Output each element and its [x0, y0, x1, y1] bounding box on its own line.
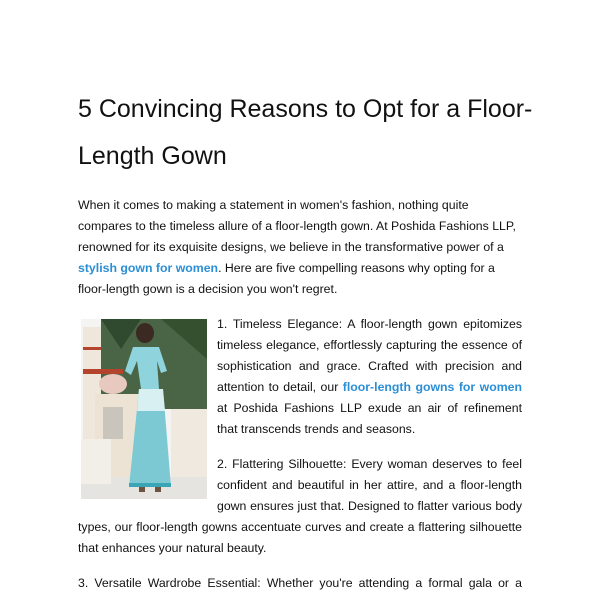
reason-2-rest: types, our floor-length gowns accentuate curves and create a flattering silhouette that enhances your natural beauty.: [78, 520, 522, 555]
floor-length-gowns-link[interactable]: floor-length gowns for women: [342, 380, 523, 394]
stylish-gown-link[interactable]: stylish gown for women: [78, 261, 219, 275]
photo-dome: [99, 374, 127, 394]
reason-2-line-3: gown ensures just that. Designed to flatter various body: [217, 499, 522, 513]
intro-text-start: When it comes to making a statement in women's fashion, nothing quite compares to the timeless allure of a floor-length gown. At Poshida Fashions LLP, renowned for its exquisite designs, we believe in the transformative power of a: [78, 198, 516, 254]
photo-hair: [136, 323, 154, 343]
reason-2-paragraph: [78, 454, 522, 559]
reason-2-line-2: confident and beautiful in her attire, and a floor-length: [217, 478, 522, 492]
reason-1-text-start: 1. Timeless Elegance: A floor-length gown epitomizes timeless elegance, effortlessly capturing the essence of sophistication and grace. Crafted with precision and attention to detail, our: [217, 317, 522, 394]
reason-3-paragraph: 3. Versatile Wardrobe Essential: Whether you're attending a formal gala or a: [78, 576, 522, 590]
photo-window: [103, 407, 123, 439]
intro-paragraph: [78, 195, 522, 300]
reason-1-paragraph: [217, 314, 522, 440]
reason-1-text-end: at Poshida Fashions LLP exude an air of refinement that transcends trends and seasons.: [217, 401, 522, 436]
photo-tower-trim: [83, 369, 123, 374]
intro-text-end: . Here are five compelling reasons why opting for a floor-length gown is a decision you won't regret.: [78, 261, 495, 296]
article-title: 5 Convincing Reasons to Opt for a Floor-Length Gown: [78, 95, 533, 170]
reason-2-line-1: 2. Flattering Silhouette: Every woman deserves to feel: [217, 457, 522, 471]
photo-gown-panel: [137, 389, 165, 411]
photo-tower-trim: [83, 347, 101, 350]
